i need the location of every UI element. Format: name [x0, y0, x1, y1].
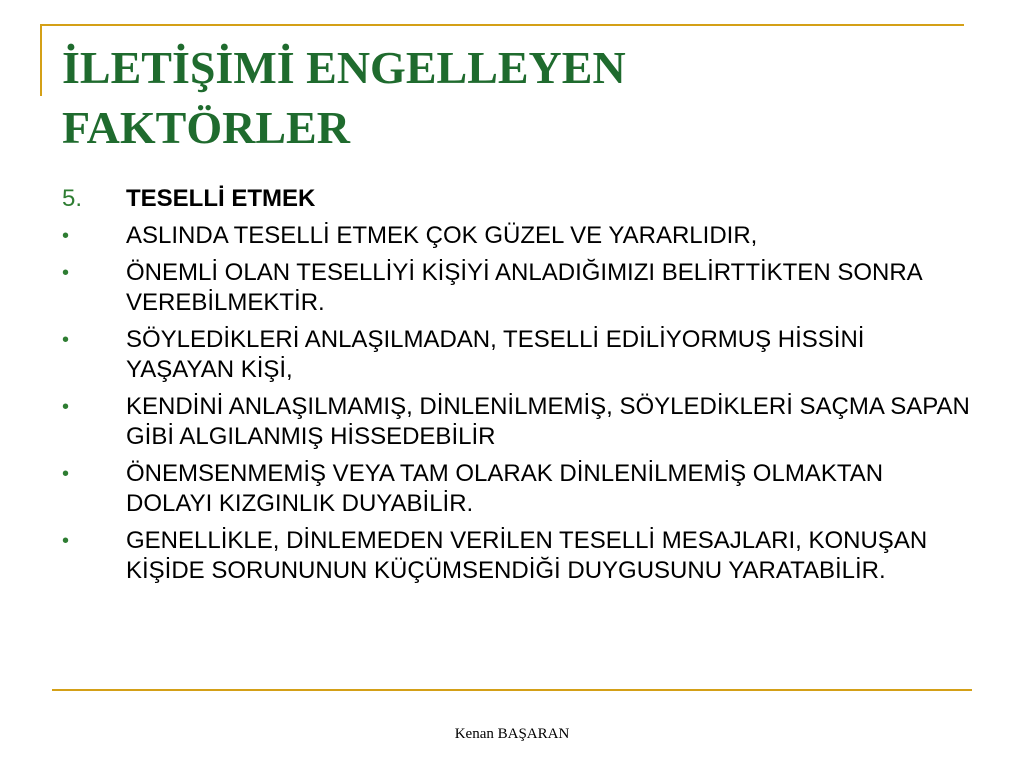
- bullet-text: ASLINDA TESELLİ ETMEK ÇOK GÜZEL VE YARARLIDIR,: [126, 222, 758, 249]
- bullet-icon: •: [62, 329, 70, 351]
- bullet-text: SÖYLEDİKLERİ ANLAŞILMADAN, TESELLİ EDİLİYORMUŞ HİSSİNİ YAŞAYAN KİŞİ,: [126, 326, 865, 383]
- bullet-icon: •: [62, 530, 70, 552]
- slide-body: [62, 184, 972, 593]
- bullet-item: [62, 526, 972, 586]
- slide-title-line-2: FAKTÖRLER: [62, 102, 350, 153]
- bullet-item: [62, 459, 972, 519]
- heading-number: 5.: [62, 185, 83, 212]
- bullet-icon: •: [62, 463, 70, 485]
- footer-author: Kenan BAŞARAN: [454, 726, 570, 742]
- slide-title: [62, 38, 962, 158]
- bullet-item: [62, 392, 972, 452]
- bullet-text: ÖNEMLİ OLAN TESELLİYİ KİŞİYİ ANLADIĞIMIZI BELİRTTİKTEN SONRA VEREBİLMEKTİR.: [126, 259, 922, 316]
- bullet-item: [62, 325, 972, 385]
- bullet-text: KENDİNİ ANLAŞILMAMIŞ, DİNLENİLMEMİŞ, SÖYLEDİKLERİ SAÇMA SAPAN GİBİ ALGILANMIŞ HİSSEDEBİLİR: [126, 393, 970, 450]
- bottom-accent-line: [52, 689, 972, 691]
- numbered-heading: [62, 184, 972, 214]
- heading-label: TESELLİ ETMEK: [126, 185, 316, 212]
- bullet-icon: •: [62, 225, 70, 247]
- bullet-text: GENELLİKLE, DİNLEMEDEN VERİLEN TESELLİ MESAJLARI, KONUŞAN KİŞİDE SORUNUNUN KÜÇÜMSENDİĞİ DUYGUSUNU YARATABİLİR.: [126, 527, 928, 584]
- bullet-item: [62, 258, 972, 318]
- bullet-text: ÖNEMSENMEMİŞ VEYA TAM OLARAK DİNLENİLMEMİŞ OLMAKTAN DOLAYI KIZGINLIK DUYABİLİR.: [126, 460, 884, 517]
- top-accent-line: [40, 24, 964, 26]
- bullet-icon: •: [62, 396, 70, 418]
- bullet-icon: •: [62, 262, 70, 284]
- bullet-item: [62, 221, 972, 251]
- left-accent-line: [40, 24, 42, 96]
- slide-title-line-1: İLETİŞİMİ ENGELLEYEN: [62, 42, 626, 93]
